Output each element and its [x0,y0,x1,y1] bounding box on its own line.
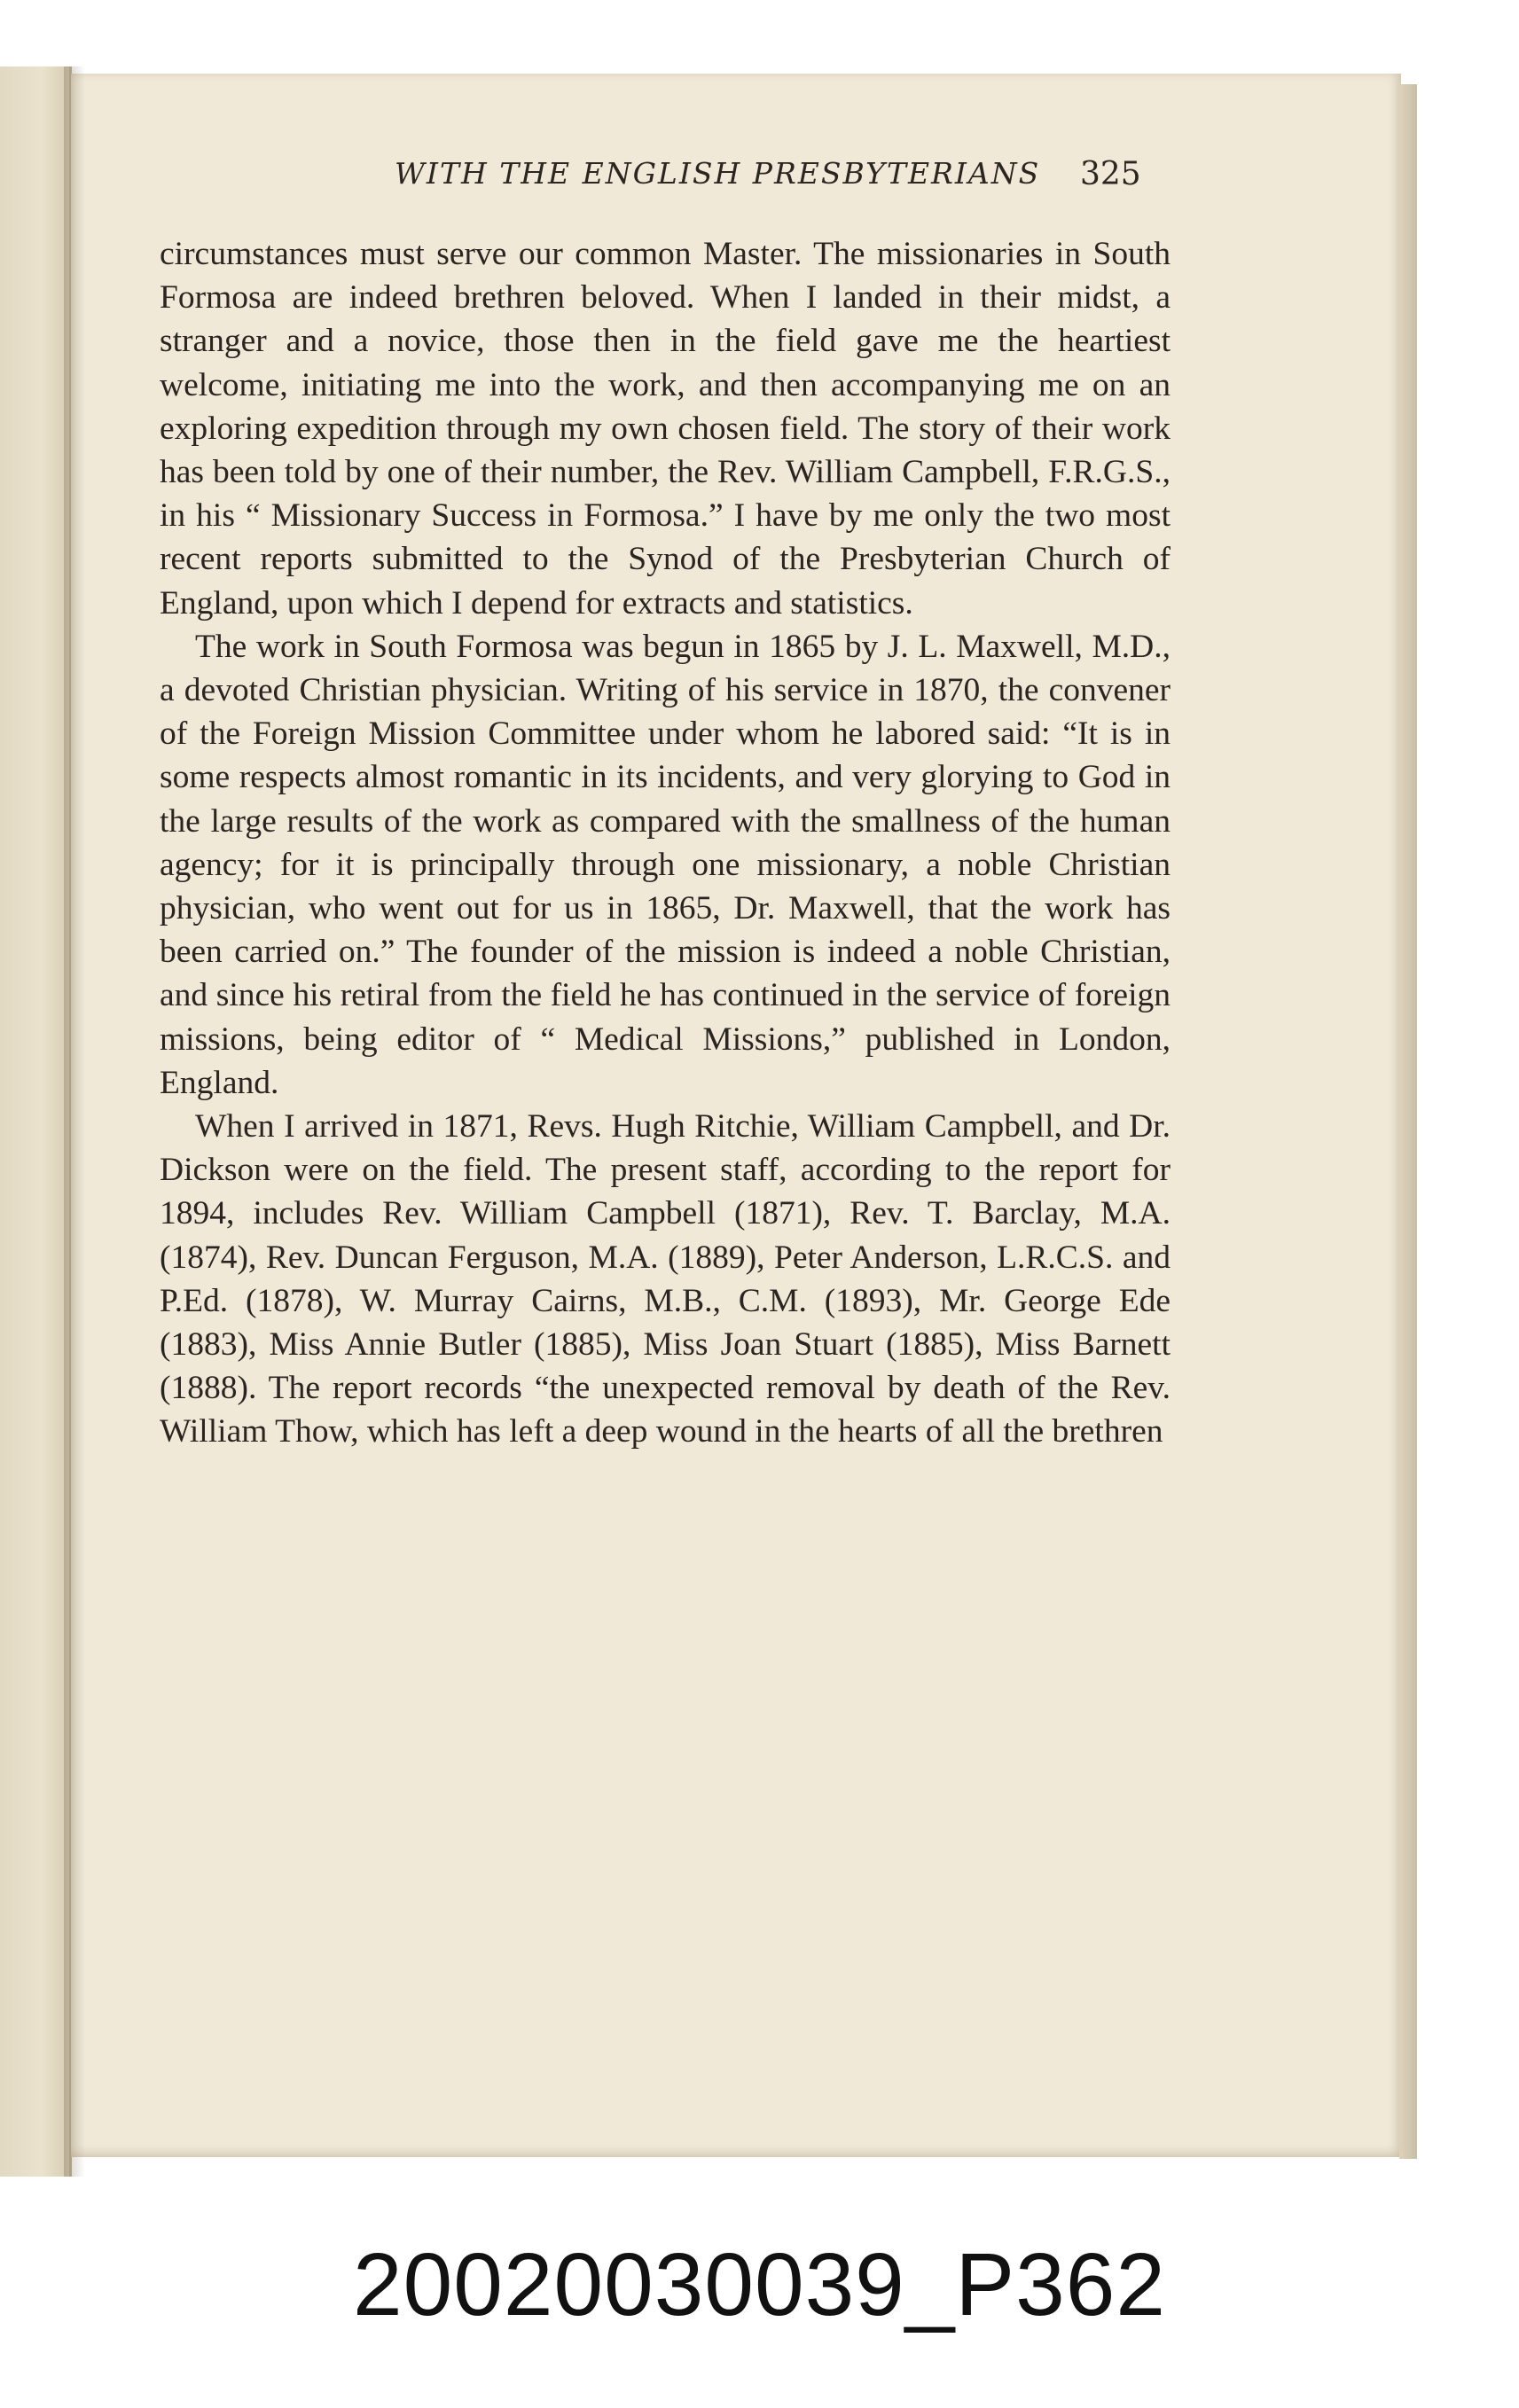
paragraph-3: When I arrived in 1871, Revs. Hugh Ritchie, William Campbell, and Dr. Dickson were on the field. The present staff, according to the report for 1894, includes Rev. William Campbell (1871), Rev. T. Barclay, M.A. (1874), Rev. Duncan Ferguson, M.A. (1889), Peter Anderson, L.R.C.S. and P.Ed. (1878), W. Murray Cairns, M.B., C.M. (1893), Mr. George Ede (1883), Miss Annie Butler (1885), Miss Joan Stuart (1885), Miss Barnett (1888). The report records “the unexpected removal by death of the Rev. William Thow, which has left a deep wound in the hearts of all the brethren [160,1108,1171,1450]
gutter-shadow [64,66,85,2177]
page-number: 325 [1080,156,1141,192]
paragraph-1: circumstances must serve our common Master. The missionaries in South Formosa are indeed brethren beloved. When I landed in their midst, a stranger and a novice, those then in the field gave me the heartiest welcome, initiating me into the work, and then accompanying me on an exploring expedition through my own chosen field. The story of their work has been told by one of their number, the Rev. William Campbell, F.R.G.S., in his “ Missionary Success in Formosa.” I have by me only the two most recent reports submitted to the Synod of the Presbyterian Church of England, upon which I depend for extracts and statistics. [160,236,1171,622]
previous-page-edge [0,66,72,2177]
running-head: WITH THE ENGLISH PRESBYTERIANS [395,156,1041,191]
page-fore-edge [1399,84,1417,2159]
catalog-label: 20020030039_P362 [353,2235,1166,2334]
paragraph-2: The work in South Formosa was begun in 1865 by J. L. Maxwell, M.D., a devoted Christian physician. Writing of his service in 1870, the convener of the Foreign Mission Committee under whom he labored said: “It is in some respects almost romantic in its incidents, and very glorying to God in the large results of the work as compared with the smallness of the human agency; for it is principally through one missionary, a noble Christian physician, who went out for us in 1865, Dr. Maxwell, that the work has been carried on.” The founder of the mission is indeed a noble Christian, and since his retiral from the field he has continued in the service of foreign missions, being editor of “ Medical Missions,” published in London, England. [160,628,1171,1101]
body-text [160,232,1171,1454]
